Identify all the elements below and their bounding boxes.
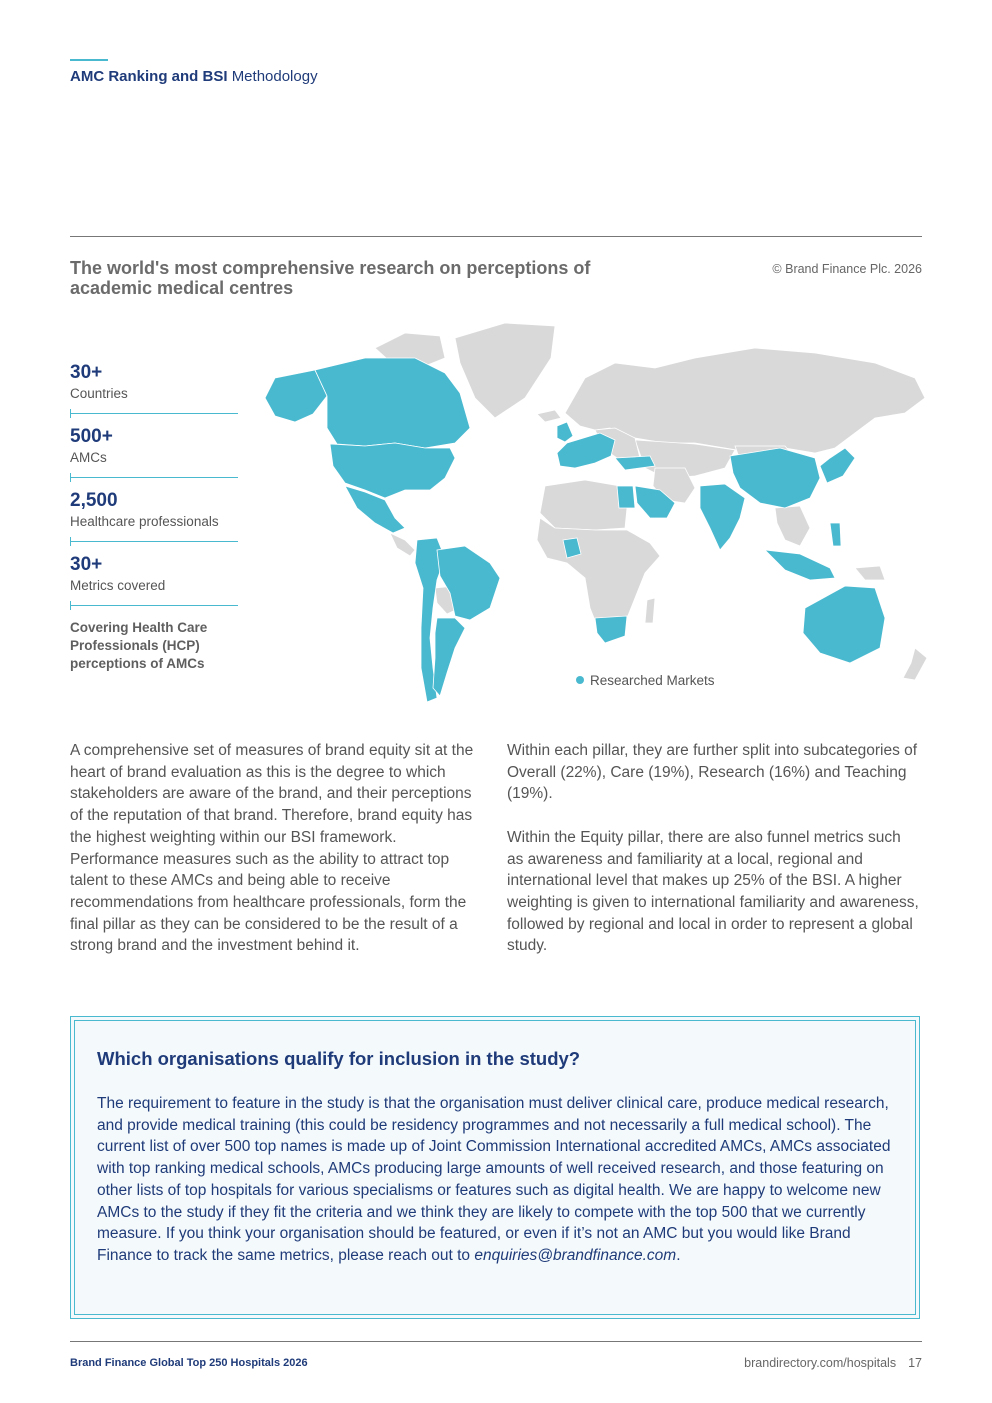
- png: [855, 566, 885, 580]
- canada: [315, 358, 470, 448]
- central-america: [390, 533, 415, 556]
- alaska: [265, 370, 327, 422]
- body-paragraph: Within the Equity pillar, there are also funnel metrics such as awareness and familiarity at a local, regional and international level that makes up 25% of the BSI. A higher weighting is given to international familiarity and awareness, followed by regional and local in order to represent a global study.: [507, 828, 919, 955]
- callout-text: The requirement to feature in the study is that the organisation must deliver clinical care, produce medical research, and provide medical training (this could be residency programmes and not necessarily a full medical school). The current list of over 500 top names is made up of Joint Commission International accredited AMCs, AMCs associated with top ranking medical schools, AMCs producing large amounts of well received research, and those featuring on other lists of top hospitals for various specialisms or features such as digital health. We are happy to welcome new AMCs to the study if they fit the criteria and we think they are likely to compete with the top 500 that we currently measure. If you think your organisation should be featured, or even if it’s not an AMC but you would like Brand Finance to track the same metrics, please reach out to: [97, 1095, 891, 1264]
- stat-tick: [70, 473, 71, 482]
- map-legend: [576, 673, 715, 688]
- stat-metrics: [70, 554, 238, 618]
- stats-panel: [70, 362, 238, 673]
- body-paragraph: Within each pillar, they are further split into subcategories of Overall (22%), Care (19%), Research (16%) and Teaching (19%).: [507, 742, 918, 803]
- india: [700, 484, 745, 550]
- top-divider: [70, 236, 922, 237]
- callout-end: .: [676, 1246, 681, 1264]
- greenland: [455, 323, 555, 418]
- north-africa: [540, 480, 627, 530]
- south-africa: [595, 616, 627, 643]
- stat-value: 30+: [70, 362, 103, 383]
- stat-label: Metrics covered: [70, 578, 166, 593]
- callout-box: [70, 1016, 920, 1319]
- egypt: [617, 486, 635, 508]
- callout-heading: Which organisations qualify for inclusion in the study?: [97, 1048, 581, 1069]
- australia: [803, 586, 885, 663]
- stat-tick: [70, 537, 71, 546]
- header-bold: AMC Ranking and BSI: [70, 68, 228, 85]
- body-column-left: [70, 740, 482, 957]
- central-africa: [537, 518, 660, 633]
- uk: [557, 422, 573, 442]
- stat-label: Healthcare professionals: [70, 514, 219, 529]
- body-column-right: [507, 740, 919, 957]
- philippines: [830, 523, 841, 546]
- header-accent-line: [70, 59, 108, 61]
- stat-label: AMCs: [70, 450, 107, 465]
- stat-value: 2,500: [70, 490, 118, 511]
- section-header: [70, 68, 318, 85]
- stat-countries: [70, 362, 238, 426]
- email-link[interactable]: enquiries@brandfinance.com: [474, 1246, 677, 1264]
- header-light: Methodology: [231, 68, 318, 85]
- stat-divider: [70, 477, 238, 478]
- se-asia: [775, 506, 810, 546]
- stats-note: Covering Health Care Professionals (HCP) perceptions of AMCs: [70, 620, 208, 671]
- footer-site-link[interactable]: brandirectory.com/hospitals: [744, 1356, 897, 1370]
- footer-right: [744, 1356, 922, 1370]
- map-title: The world's most comprehensive research on perceptions of academic medical centres: [70, 258, 591, 298]
- world-map: [255, 318, 935, 710]
- page-number: 17: [908, 1356, 922, 1370]
- copyright: © Brand Finance Plc. 2026: [772, 262, 922, 276]
- stat-divider: [70, 413, 238, 414]
- stat-tick: [70, 601, 71, 610]
- legend-label: Researched Markets: [590, 673, 715, 688]
- legend-dot-icon: [576, 676, 584, 684]
- japan-korea: [820, 448, 855, 483]
- stat-label: Countries: [70, 386, 128, 401]
- stat-divider: [70, 605, 238, 606]
- new-zealand: [903, 648, 927, 680]
- stat-value: 30+: [70, 554, 103, 575]
- iceland: [537, 410, 561, 422]
- stat-divider: [70, 541, 238, 542]
- argentina: [433, 618, 465, 696]
- stat-value: 500+: [70, 426, 113, 447]
- footer-report-title: Brand Finance Global Top 250 Hospitals 2026: [70, 1357, 308, 1369]
- indonesia: [765, 550, 835, 580]
- madagascar: [645, 598, 655, 623]
- stat-tick: [70, 409, 71, 418]
- body-paragraph: A comprehensive set of measures of brand equity sit at the heart of brand evaluation as this is the degree to which stakeholders are aware of the brand, and their perceptions of the reputation of that brand. Therefore, brand equity has the highest weighting within our BSI framework. Performance measures such as the ability to attract top talent to these AMCs and being able to receive recommendations from healthcare professionals, form the final pillar as they can be considered to be the result of a strong brand and the investment behind it.: [70, 742, 474, 955]
- bottom-divider: [70, 1341, 922, 1342]
- stat-amcs: [70, 426, 238, 490]
- stat-hcps: [70, 490, 238, 554]
- callout-body: [97, 1093, 902, 1267]
